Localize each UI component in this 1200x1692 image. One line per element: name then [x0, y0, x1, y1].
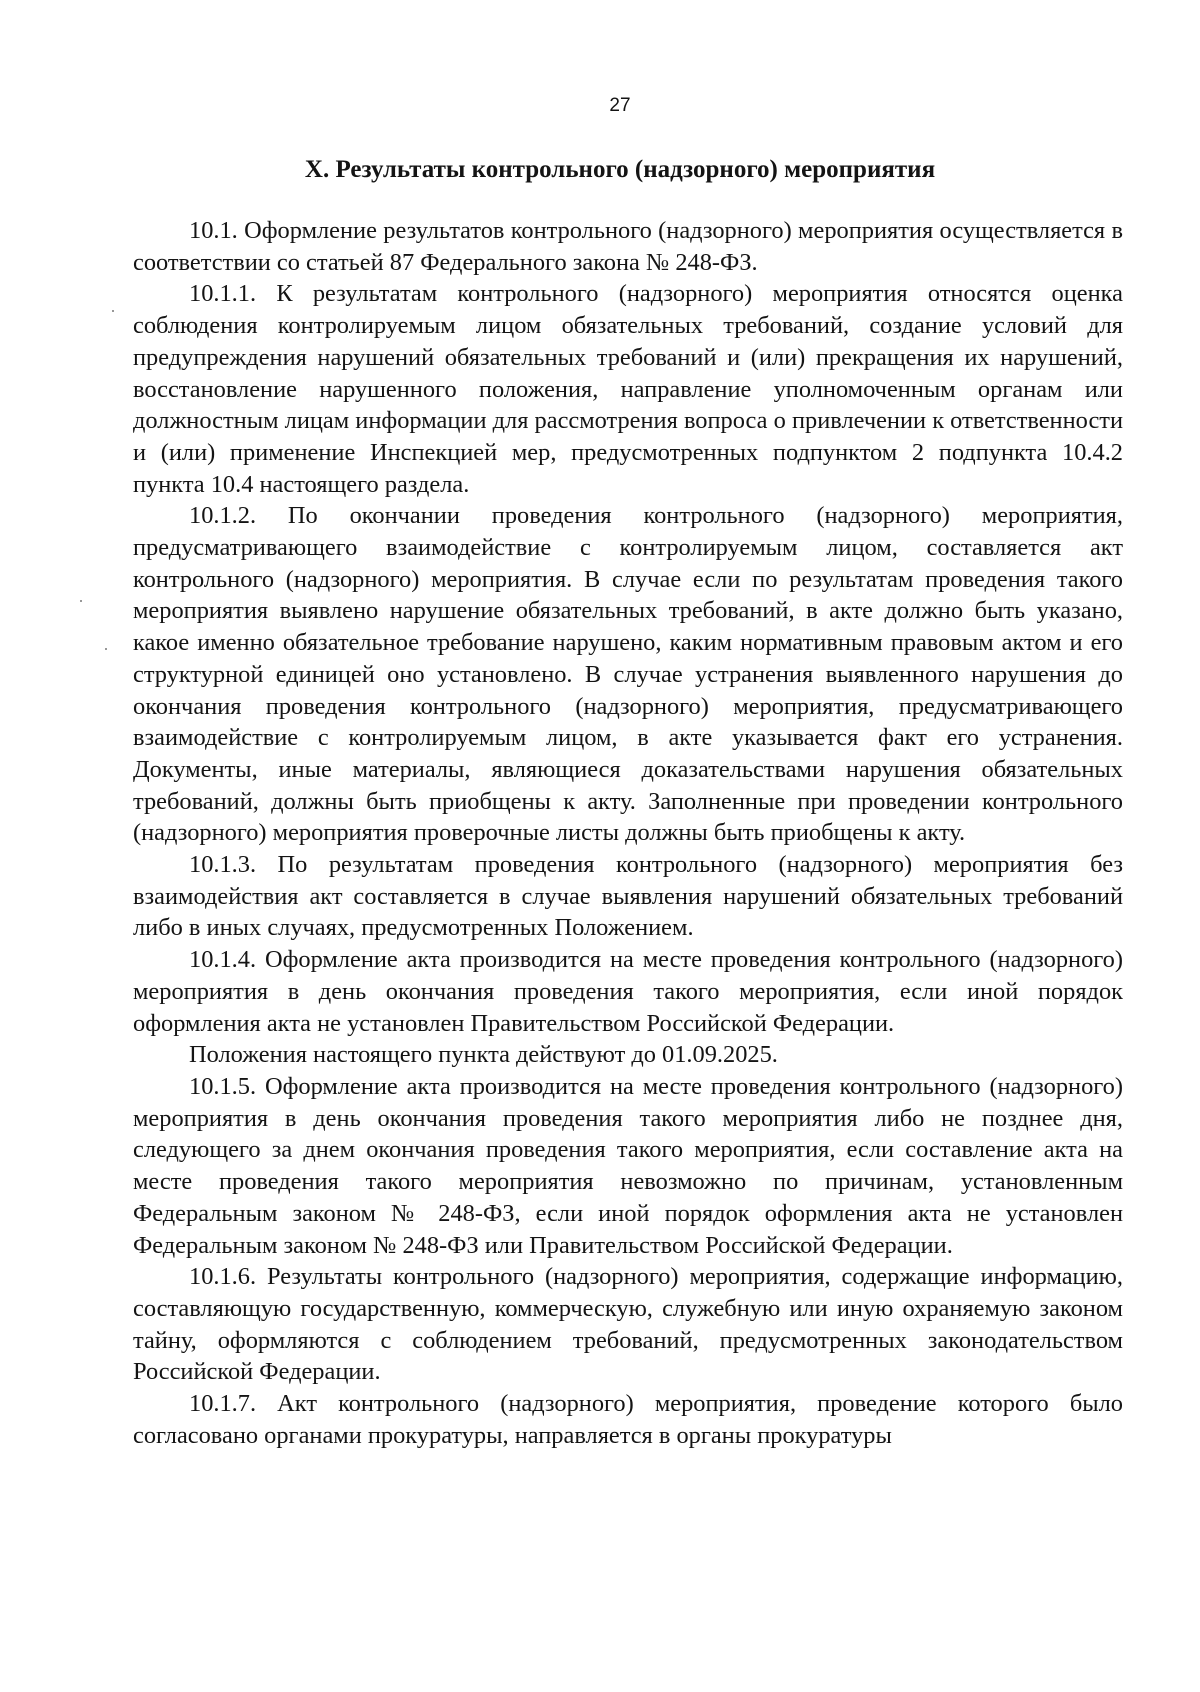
- scan-speck: [80, 600, 82, 602]
- document-body: [133, 215, 1123, 1451]
- paragraph-10-1-2: 10.1.2. По окончании проведения контрольного (надзорного) мероприятия, предусматривающего взаимодействие с контролируемым лицом, составляется акт контрольного (надзорного) мероприятия. В случае если по результатам проведения такого мероприятия выявлено нарушение обязательных требований, в акте должно быть указано, какое именно обязательное требование нарушено, каким нормативным правовым актом и его структурной единицей оно установлено. В случае устранения выявленного нарушения до окончания проведения контрольного (надзорного) мероприятия, предусматривающего взаимодействие с контролируемым лицом, в акте указывается факт его устранения. Документы, иные материалы, являющиеся доказательствами нарушения обязательных требований, должны быть приобщены к акту. Заполненные при проведении контрольного (надзорного) мероприятия проверочные листы должны быть приобщены к акту.: [133, 502, 1123, 847]
- paragraph-10-1-1: 10.1.1. К результатам контрольного (надзорного) мероприятия относятся оценка соблюдения контролируемым лицом обязательных требований, создание условий для предупреждения нарушений обязательных требований и (или) прекращения их нарушений, восстановление нарушенного положения, направление уполномоченным органам или должностным лицам информации для рассмотрения вопроса о привлечении к ответственности и (или) применение Инспекцией мер, предусмотренных подпунктом 2 подпункта 10.4.2 пункта 10.4 настоящего раздела.: [133, 280, 1123, 498]
- paragraph-10-1-4: 10.1.4. Оформление акта производится на месте проведения контрольного (надзорного) мероприятия в день окончания проведения такого мероприятия, если иной порядок оформления акта не установлен Правительством Российской Федерации.: [133, 946, 1123, 1037]
- paragraph-10-1-5: 10.1.5. Оформление акта производится на месте проведения контрольного (надзорного) мероприятия в день окончания проведения такого мероприятия либо не позднее дня, следующего за днем окончания проведения такого мероприятия, если составление акта на месте проведения такого мероприятия невозможно по причинам, установленным Федеральным законом № 248-ФЗ, если иной порядок оформления акта не установлен Федеральным законом № 248-ФЗ или Правительством Российской Федерации.: [133, 1072, 1123, 1259]
- scan-speck: [105, 648, 107, 650]
- scan-speck: [112, 310, 114, 312]
- paragraph-10-1-3: 10.1.3. По результатам проведения контрольного (надзорного) мероприятия без взаимодействия акт составляется в случае выявления нарушений обязательных требований либо в иных случаях, предусмотренных Положением.: [133, 851, 1123, 942]
- paragraph-10-1-6: 10.1.6. Результаты контрольного (надзорного) мероприятия, содержащие информацию, составляющую государственную, коммерческую, служебную или иную охраняемую законом тайну, оформляются с соблюдением требований, предусмотренных законодательством Российской Федерации.: [133, 1263, 1123, 1386]
- paragraph-validity-note: Положения настоящего пункта действуют до 01.09.2025.: [189, 1041, 778, 1069]
- page-number: 27: [609, 95, 631, 116]
- section-title: X. Результаты контрольного (надзорного) мероприятия: [304, 156, 936, 183]
- paragraph-10-1: 10.1. Оформление результатов контрольного (надзорного) мероприятия осуществляется в соответствии со статьей 87 Федерального закона № 248-ФЗ.: [133, 217, 1123, 276]
- paragraph-10-1-7: 10.1.7. Акт контрольного (надзорного) мероприятия, проведение которого было согласовано органами прокуратуры, направляется в органы прокуратуры: [133, 1390, 1123, 1449]
